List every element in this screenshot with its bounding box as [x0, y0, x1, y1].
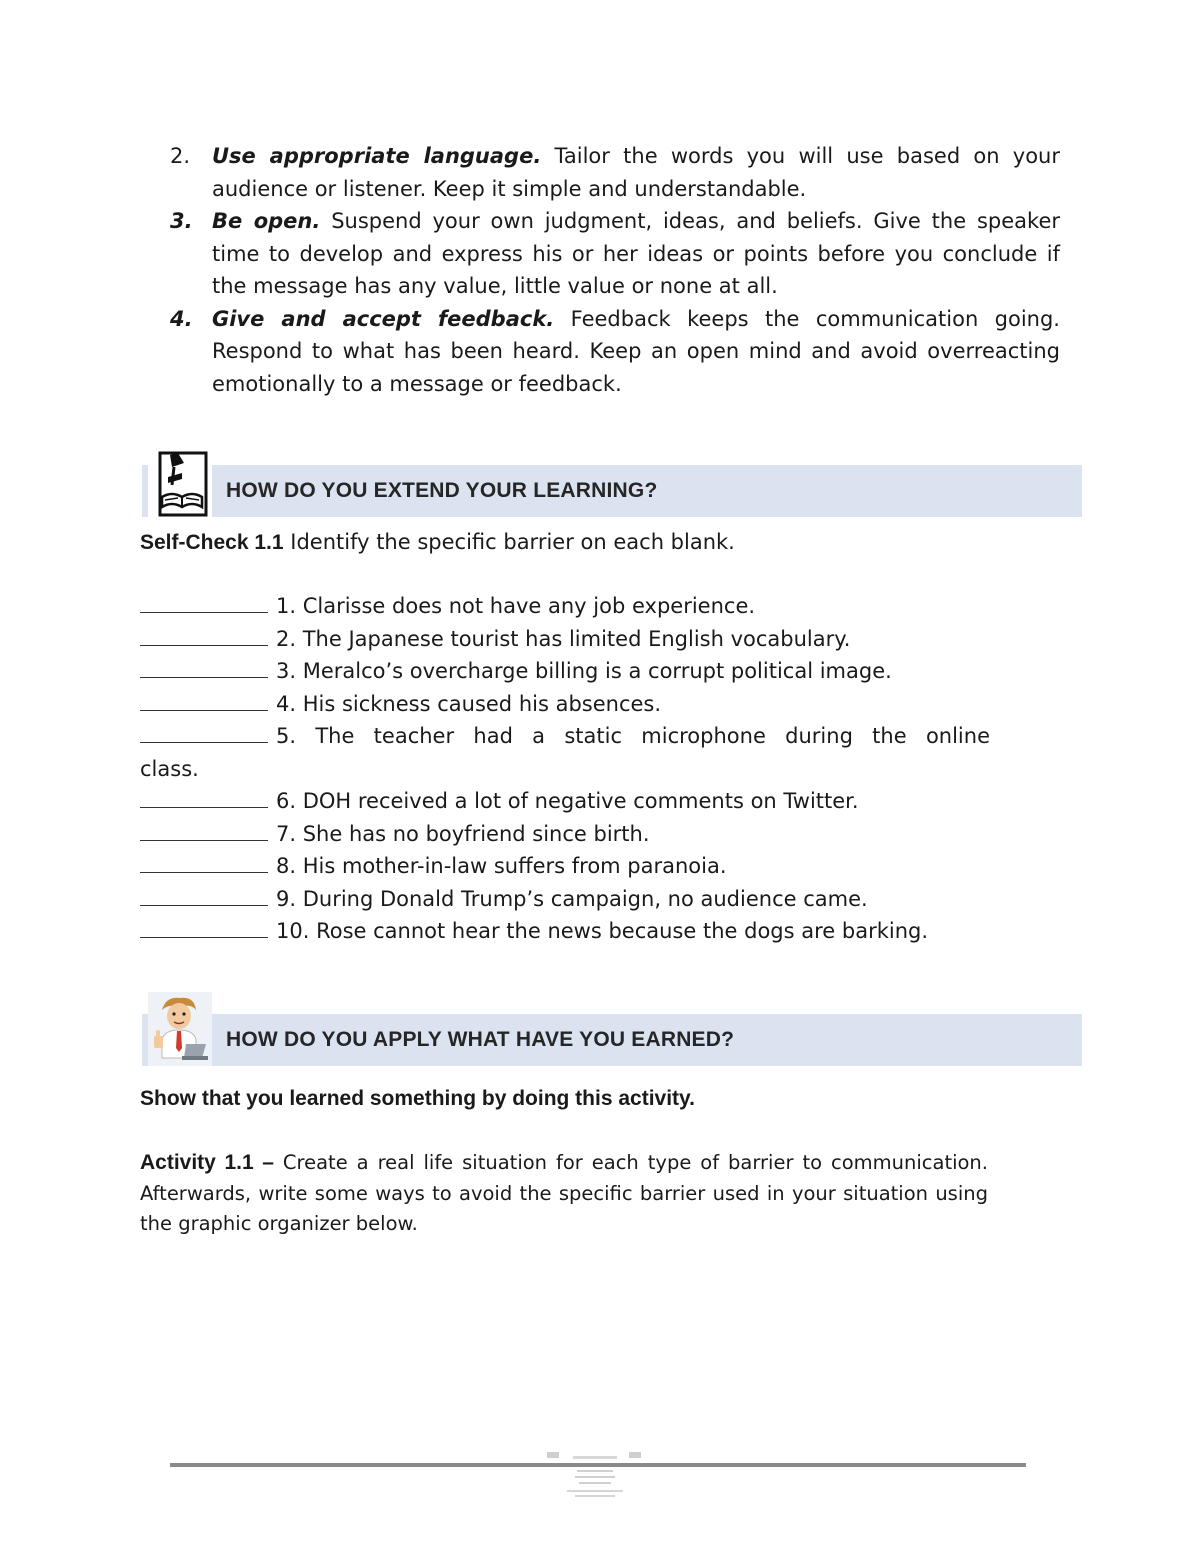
man-at-laptop-icon [148, 992, 212, 1066]
answer-blank[interactable] [140, 818, 268, 841]
extend-section-banner [142, 465, 1082, 517]
item-continuation: class. [140, 756, 199, 781]
item-text: 6. DOH received a lot of negative comments on Twitter. [276, 789, 859, 813]
answer-blank[interactable] [140, 915, 268, 938]
answer-blank[interactable] [140, 623, 268, 646]
selfcheck-label: Self-Check 1.1 [140, 531, 284, 554]
apply-instruction: Show that you learned something by doing this activity. [140, 1087, 696, 1110]
item-text: 10. Rose cannot hear the news because the dogs are barking. [276, 919, 929, 943]
list-item [140, 785, 990, 818]
reading-lamp-book-icon [148, 445, 212, 519]
activity-label: Activity 1.1 – [140, 1151, 274, 1174]
tip-item [170, 140, 1060, 205]
answer-blank[interactable] [140, 590, 268, 613]
item-text: 9. During Donald Trump’s campaign, no audience came. [276, 886, 868, 911]
selfcheck-text: Identify the specific barrier on each blank. [283, 530, 735, 554]
item-text: 8. His mother-in-law suffers from paranoia. [276, 854, 727, 878]
list-item [140, 850, 990, 883]
tip-number: 2. [170, 144, 191, 168]
tip-text: Feedback keeps the communication going. Respond to what has been heard. Keep an open mind and avoid overreacting emotionally to a message or feedback. [212, 306, 1060, 396]
tip-item [170, 303, 1060, 401]
item-text: 3. Meralco’s overcharge billing is a corrupt political image. [276, 659, 892, 683]
selfcheck-instruction [140, 526, 735, 559]
tip-lead: Give and accept feedback. [212, 306, 555, 331]
activity-text: Create a real life situation for each type of barrier to communication. Afterwards, write some ways to avoid the specific barrier used in your situation using the graphic organizer below. [140, 1151, 988, 1235]
list-item [140, 688, 990, 721]
item-text: 5. The teacher had a static microphone during the online [276, 724, 990, 748]
list-item [140, 883, 990, 916]
selfcheck-items [140, 590, 990, 948]
answer-blank[interactable] [140, 688, 268, 711]
tip-number: 4. [170, 306, 193, 331]
tip-number: 3. [170, 209, 193, 233]
answer-blank[interactable] [140, 720, 268, 743]
list-item [140, 590, 990, 623]
activity-paragraph [140, 1148, 988, 1240]
answer-blank[interactable] [140, 850, 268, 873]
item-text: 1. Clarisse does not have any job experience. [276, 594, 756, 618]
tip-item [170, 205, 1060, 303]
list-item [140, 655, 990, 688]
item-text: 2. The Japanese tourist has limited English vocabulary. [276, 626, 851, 651]
tip-text: Tailor the words you will use based on your audience or listener. Keep it simple and understandable. [212, 144, 1060, 201]
tip-lead: Be open. [212, 209, 321, 233]
banner-title: HOW DO YOU EXTEND YOUR LEARNING? [226, 479, 658, 502]
tips-list [170, 140, 1060, 400]
apply-section-banner [142, 1014, 1082, 1066]
tip-lead: Use appropriate language. [212, 144, 542, 168]
list-item [140, 818, 990, 851]
answer-blank[interactable] [140, 655, 268, 678]
tip-text: Suspend your own judgment, ideas, and beliefs. Give the speaker time to develop and express his or her ideas or points before you conclude if the message has any value, little value or none at all. [212, 209, 1060, 298]
item-text: 7. She has no boyfriend since birth. [276, 821, 650, 846]
list-item [140, 915, 990, 948]
footer-logo-icon [545, 1450, 645, 1500]
list-item [140, 623, 990, 656]
item-text: 4. His sickness caused his absences. [276, 691, 662, 716]
answer-blank[interactable] [140, 785, 268, 808]
banner-title: HOW DO YOU APPLY WHAT HAVE YOU EARNED? [226, 1028, 735, 1051]
list-item [140, 720, 990, 753]
answer-blank[interactable] [140, 883, 268, 906]
